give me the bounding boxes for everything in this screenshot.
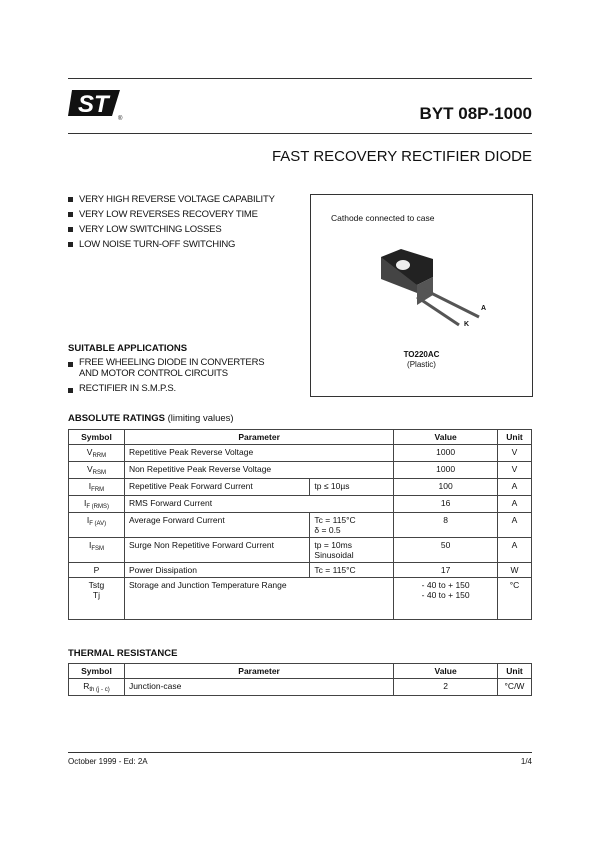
unit-cell: A: [498, 479, 532, 496]
symbol-cell: $V_{RSM}$: [69, 462, 125, 479]
package-name: TO220AC: [403, 350, 440, 359]
package-note: Cathode connected to case: [331, 213, 435, 223]
symbol-cell: $R_{th (j - c)}$: [69, 679, 125, 696]
parameter-cell: Storage and Junction Temperature Range: [124, 578, 393, 620]
application-item: [68, 357, 264, 379]
symbol-cell: $I_{F (AV)}$: [69, 513, 125, 538]
symbol-cell: Tstg Tj: [69, 578, 125, 620]
unit-cell: A: [498, 538, 532, 563]
value-cell: - 40 to + 150 - 40 to + 150: [394, 578, 498, 620]
symbol-cell: $I_{FSM}$: [69, 538, 125, 563]
value-cell: 17: [394, 563, 498, 578]
symbol-cell: $V_{RRM}$: [69, 445, 125, 462]
value-cell: 1000: [394, 445, 498, 462]
table-row: [69, 538, 532, 563]
value-cell: 100: [394, 479, 498, 496]
table-row: [69, 445, 532, 462]
thermal-table: [68, 663, 532, 696]
col-value: Value: [394, 430, 498, 445]
unit-cell: W: [498, 563, 532, 578]
table-header-row: [69, 664, 532, 679]
pin-k-label: K: [464, 321, 470, 328]
unit-cell: °C/W: [498, 679, 532, 696]
col-parameter: Parameter: [124, 664, 393, 679]
parameter-cell: RMS Forward Current: [124, 496, 393, 513]
parameter-cell: Repetitive Peak Forward Current: [124, 479, 309, 496]
col-parameter: Parameter: [124, 430, 393, 445]
parameter-cell: Non Repetitive Peak Reverse Voltage: [124, 462, 393, 479]
value-cell: 8: [394, 513, 498, 538]
col-symbol: Symbol: [69, 664, 125, 679]
application-text: FREE WHEELING DIODE IN CONVERTERS: [79, 357, 265, 368]
to220-package-drawing: [361, 235, 501, 335]
parameter-cell: Surge Non Repetitive Forward Current: [124, 538, 309, 563]
feature-item: LOW NOISE TURN-OFF SWITCHING: [68, 237, 275, 252]
application-text-cont: AND MOTOR CONTROL CIRCUITS: [79, 368, 228, 379]
application-item: RECTIFIER IN S.M.P.S.: [68, 383, 264, 394]
value-cell: 2: [394, 679, 498, 696]
condition-cell: Tc = 115°C: [310, 563, 394, 578]
abs-ratings-title: ABSOLUTE RATINGS: [68, 413, 165, 424]
parameter-cell: Power Dissipation: [124, 563, 309, 578]
applications-heading: SUITABLE APPLICATIONS: [68, 343, 188, 354]
svg-text:ST: ST: [78, 91, 109, 118]
table-row: [69, 462, 532, 479]
feature-item: VERY LOW REVERSES RECOVERY TIME: [68, 207, 275, 222]
condition-cell: tp ≤ 10µs: [310, 479, 394, 496]
package-type: (Plastic): [407, 360, 436, 369]
feature-item: VERY HIGH REVERSE VOLTAGE CAPABILITY: [68, 192, 275, 207]
part-number: BYT 08P-1000: [419, 104, 532, 123]
col-unit: Unit: [498, 664, 532, 679]
symbol-cell: $I_{F (RMS)}$: [69, 496, 125, 513]
table-row: [69, 496, 532, 513]
unit-cell: A: [498, 496, 532, 513]
parameter-cell: Junction-case: [124, 679, 393, 696]
unit-cell: A: [498, 513, 532, 538]
col-symbol: Symbol: [69, 430, 125, 445]
top-rule: [68, 78, 532, 79]
abs-ratings-heading: [68, 413, 234, 424]
applications-list: [68, 357, 264, 394]
symbol-cell: $I_{FRM}$: [69, 479, 125, 496]
col-value: Value: [394, 664, 498, 679]
abs-ratings-table: [68, 429, 532, 620]
table-row: [69, 479, 532, 496]
symbol-cell: P: [69, 563, 125, 578]
unit-cell: V: [498, 445, 532, 462]
table-header-row: [69, 430, 532, 445]
package-box: [310, 194, 533, 397]
footer-date: October 1999 - Ed: 2A: [68, 757, 148, 766]
col-unit: Unit: [498, 430, 532, 445]
parameter-cell: Repetitive Peak Reverse Voltage: [124, 445, 393, 462]
page-number: 1/4: [520, 757, 532, 766]
thermal-heading: THERMAL RESISTANCE: [68, 648, 178, 659]
value-cell: 50: [394, 538, 498, 563]
st-logo: [68, 86, 126, 122]
condition-cell: tp = 10ms Sinusoidal: [310, 538, 394, 563]
table-row: [69, 679, 532, 696]
unit-cell: V: [498, 462, 532, 479]
feature-item: VERY LOW SWITCHING LOSSES: [68, 222, 275, 237]
page-title: FAST RECOVERY RECTIFIER DIODE: [271, 148, 532, 165]
abs-ratings-subtitle: (limiting values): [167, 413, 234, 424]
condition-cell: Tc = 115°C δ = 0.5: [310, 513, 394, 538]
table-row: [69, 513, 532, 538]
table-row: [69, 578, 532, 620]
header-rule: [68, 133, 532, 134]
footer-rule: [68, 752, 532, 753]
svg-text:®: ®: [118, 116, 123, 122]
table-row: [69, 563, 532, 578]
parameter-cell: Average Forward Current: [124, 513, 309, 538]
feature-list: [68, 192, 275, 252]
pin-a-label: A: [481, 305, 487, 312]
value-cell: 1000: [394, 462, 498, 479]
value-cell: 16: [394, 496, 498, 513]
unit-cell: °C: [498, 578, 532, 620]
